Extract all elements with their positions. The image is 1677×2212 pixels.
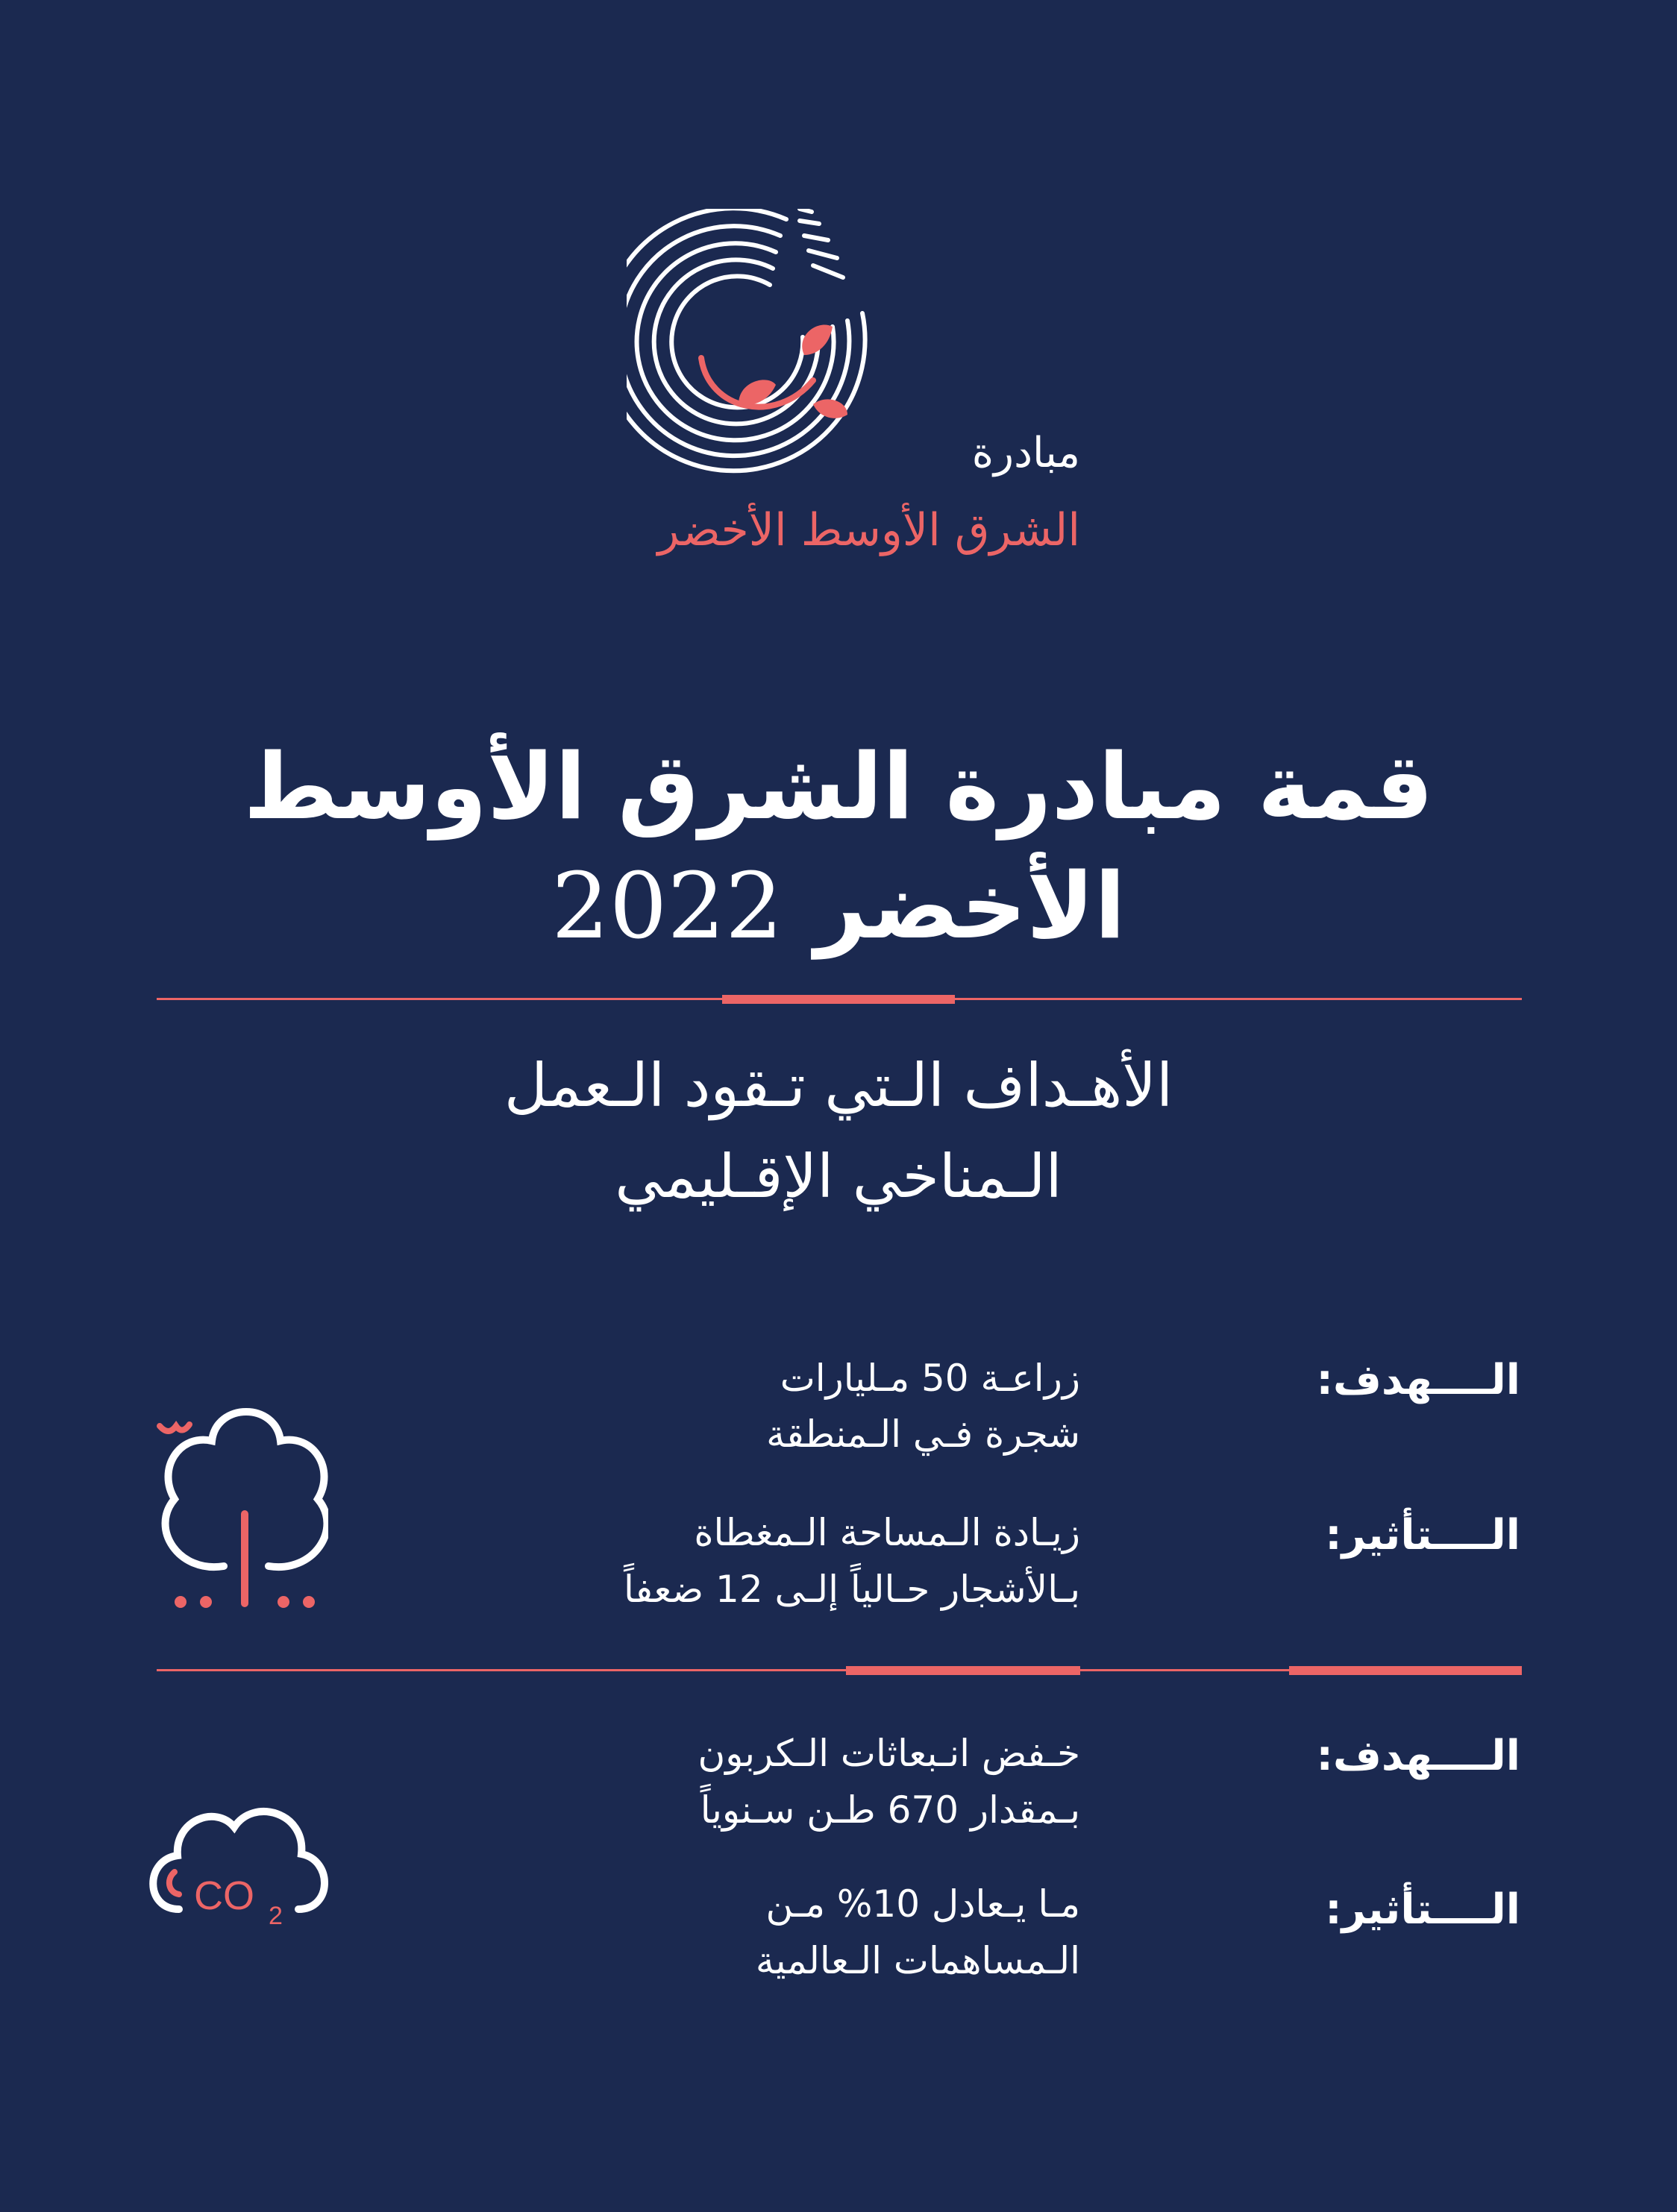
section1-impact-line1: زيـادة الـمساحة الـمغطاة [694, 1511, 1080, 1554]
subtitle-line1: الأهـداف الـتي تـقود الـعمل [504, 1051, 1173, 1120]
page-title-year: 2022 [551, 853, 783, 959]
green-initiative-logo-icon [627, 209, 925, 477]
section2-impact-line2: الـمساهمات الـعالمية [755, 1939, 1080, 1982]
divider-accent [722, 995, 955, 1004]
divider-accent [1289, 1666, 1522, 1675]
section1-impact-line2: بـالأشجار حـالياً إلـى 12 ضعفاً [624, 1568, 1080, 1611]
logo-text-green-middle-east: الشرق الأوسط الأخضر [657, 504, 1080, 556]
co2-subscript: 2 [269, 1902, 283, 1930]
section1-goal-line1: زراعـة 50 مـليارات [780, 1357, 1080, 1400]
page-title-line2 [167, 843, 1510, 970]
section2-impact-label: الــــتأثير: [1325, 1885, 1520, 1934]
co2-text: CO [194, 1873, 254, 1918]
section2-impact-line1: مـا يـعادل 10% مـن [765, 1882, 1080, 1926]
section1-goal-line2: شجرة فـي الـمنطقة [766, 1413, 1080, 1456]
section1-goal-label: الــــهدف: [1316, 1356, 1520, 1404]
section2-goal-label: الــــهدف: [1316, 1732, 1520, 1780]
page-title-word: الأخضر [815, 853, 1126, 959]
section2-goal-line1: خـفض انـبعاثات الـكربون [698, 1732, 1080, 1775]
logo-text-initiative: مبادرة [971, 429, 1080, 477]
section1-impact-label: الــــتأثير: [1325, 1511, 1520, 1559]
tree-icon [149, 1387, 328, 1626]
co2-cloud-icon [149, 1797, 328, 1939]
subtitle-line2: الـمناخي الإقـليمي [615, 1142, 1062, 1211]
section2-goal-line2: بـمقدار 670 طـن سـنوياً [700, 1788, 1080, 1832]
page-title-line1: قمة مبادرة الشرق الأوسط [243, 734, 1434, 840]
divider-accent [846, 1666, 1080, 1675]
